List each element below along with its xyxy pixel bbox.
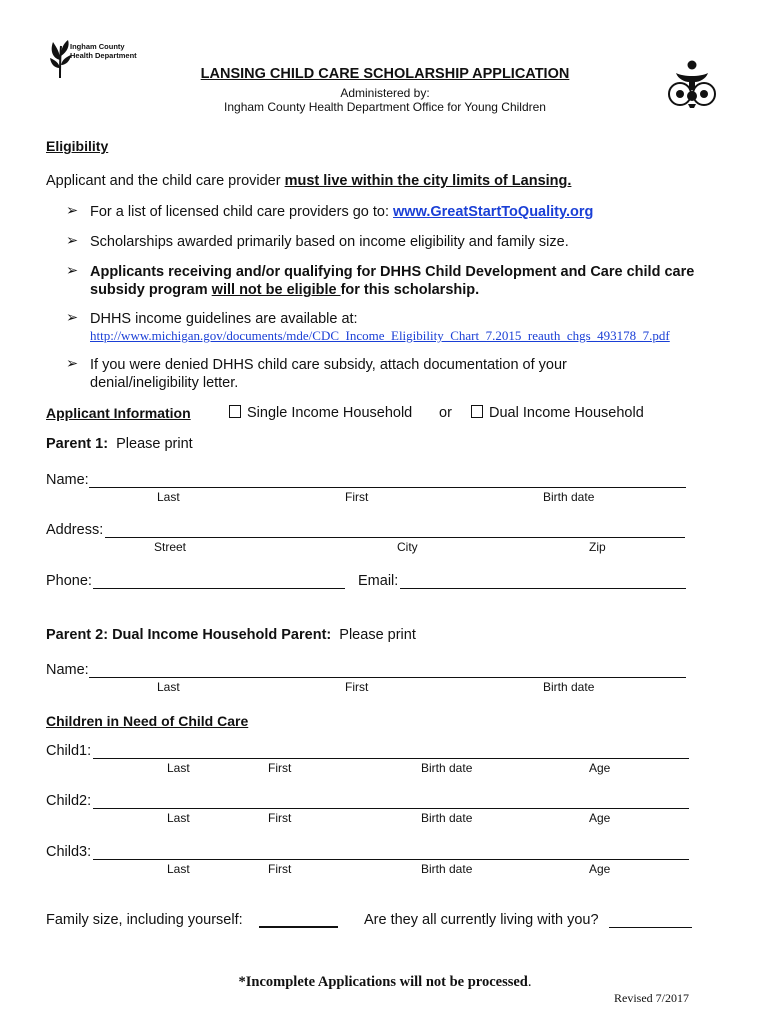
bullet-arrow-icon: ➢	[66, 203, 79, 219]
form-title: LANSING CHILD CARE SCHOLARSHIP APPLICATION	[200, 66, 570, 82]
org-name-line2: Health Department	[70, 51, 137, 60]
great-start-link[interactable]: www.GreatStartToQuality.org	[393, 204, 594, 220]
applicant-info-heading: Applicant Information	[46, 405, 191, 421]
bullet-arrow-icon: ➢	[66, 263, 79, 279]
child1-field[interactable]	[93, 757, 689, 759]
first-caption: First	[268, 811, 292, 825]
administered-by: Administered by:	[340, 86, 430, 100]
eligibility-requirement: must live within the city limits of Lansing.	[284, 173, 572, 189]
age-caption: Age	[589, 811, 611, 825]
living-with-you-label: Are they all currently living with you?	[364, 912, 599, 928]
age-caption: Age	[589, 761, 611, 775]
dhhs-ineligibility-bullet: Applicants receiving and/or qualifying for DHHS Child Development and Care child care subsidy program will not be eligible for this scholarship.	[90, 264, 695, 298]
parent2-name-field[interactable]	[89, 676, 686, 678]
provider-list-bullet: For a list of licensed child care providers go to: www.GreatStartToQuality.org	[90, 204, 594, 220]
email-label: Email:	[358, 573, 399, 589]
last-caption: Last	[167, 862, 190, 876]
eligibility-heading: Eligibility	[46, 138, 109, 154]
income-chart-link[interactable]: http://www.michigan.gov/documents/mde/CDC_Income_Eligibility_Chart_7.2015_reauth_chgs_493178_7.pdf	[90, 328, 670, 343]
office-name: Ingham County Health Department Office for Young Children	[224, 100, 546, 114]
first-caption: First	[268, 862, 292, 876]
children-heading: Children in Need of Child Care	[46, 713, 249, 729]
last-caption: Last	[157, 680, 180, 694]
address-label: Address:	[46, 522, 104, 538]
income-guidelines-bullet: DHHS income guidelines are available at:	[90, 311, 358, 327]
email-field[interactable]	[400, 587, 686, 589]
dual-income-option[interactable]: Dual Income Household	[471, 405, 644, 421]
parent1-heading: Parent 1: Please print	[46, 436, 193, 452]
phone-label: Phone:	[46, 573, 92, 589]
parent1-name-label: Name:	[46, 472, 89, 488]
child2-label: Child2:	[46, 793, 92, 809]
first-caption: First	[345, 490, 369, 504]
single-income-checkbox[interactable]	[229, 405, 241, 418]
incomplete-applications-note: *Incomplete Applications will not be processed.	[238, 974, 532, 990]
city-caption: City	[397, 540, 418, 554]
child3-label: Child3:	[46, 844, 92, 860]
phone-field[interactable]	[93, 587, 345, 589]
single-income-option[interactable]: Single Income Household	[229, 405, 412, 421]
or-label: or	[439, 405, 452, 421]
parent1-name-field[interactable]	[89, 486, 686, 488]
income-eligibility-bullet: Scholarships awarded primarily based on income eligibility and family size.	[90, 234, 569, 250]
living-with-you-field[interactable]	[609, 926, 692, 928]
birth-date-caption: Birth date	[421, 761, 473, 775]
first-caption: First	[268, 761, 292, 775]
denial-documentation-bullet: If you were denied DHHS child care subsidy, attach documentation of your denial/ineligibility letter.	[90, 357, 567, 391]
child3-field[interactable]	[93, 858, 689, 860]
dual-income-checkbox[interactable]	[471, 405, 483, 418]
age-caption: Age	[589, 862, 611, 876]
parent2-name-label: Name:	[46, 662, 89, 678]
eligibility-intro: Applicant and the child care provider must live within the city limits of Lansing.	[46, 173, 572, 189]
last-caption: Last	[167, 811, 190, 825]
family-size-label: Family size, including yourself:	[46, 912, 243, 928]
first-caption: First	[345, 680, 369, 694]
parent2-heading: Parent 2: Dual Income Household Parent: Please print	[46, 627, 416, 643]
birth-date-caption: Birth date	[421, 862, 473, 876]
address-field[interactable]	[105, 536, 685, 538]
birth-date-caption: Birth date	[543, 490, 595, 504]
last-caption: Last	[167, 761, 190, 775]
child2-field[interactable]	[93, 807, 689, 809]
bullet-arrow-icon: ➢	[66, 310, 79, 326]
bullet-arrow-icon: ➢	[66, 356, 79, 372]
child1-label: Child1:	[46, 743, 92, 759]
zip-caption: Zip	[589, 540, 606, 554]
revision-date: Revised 7/2017	[614, 991, 689, 1005]
org-name-line1: Ingham County	[70, 42, 125, 51]
birth-date-caption: Birth date	[421, 811, 473, 825]
bullet-arrow-icon: ➢	[66, 233, 79, 249]
street-caption: Street	[154, 540, 187, 554]
birth-date-caption: Birth date	[543, 680, 595, 694]
family-size-field[interactable]	[259, 926, 338, 928]
last-caption: Last	[157, 490, 180, 504]
